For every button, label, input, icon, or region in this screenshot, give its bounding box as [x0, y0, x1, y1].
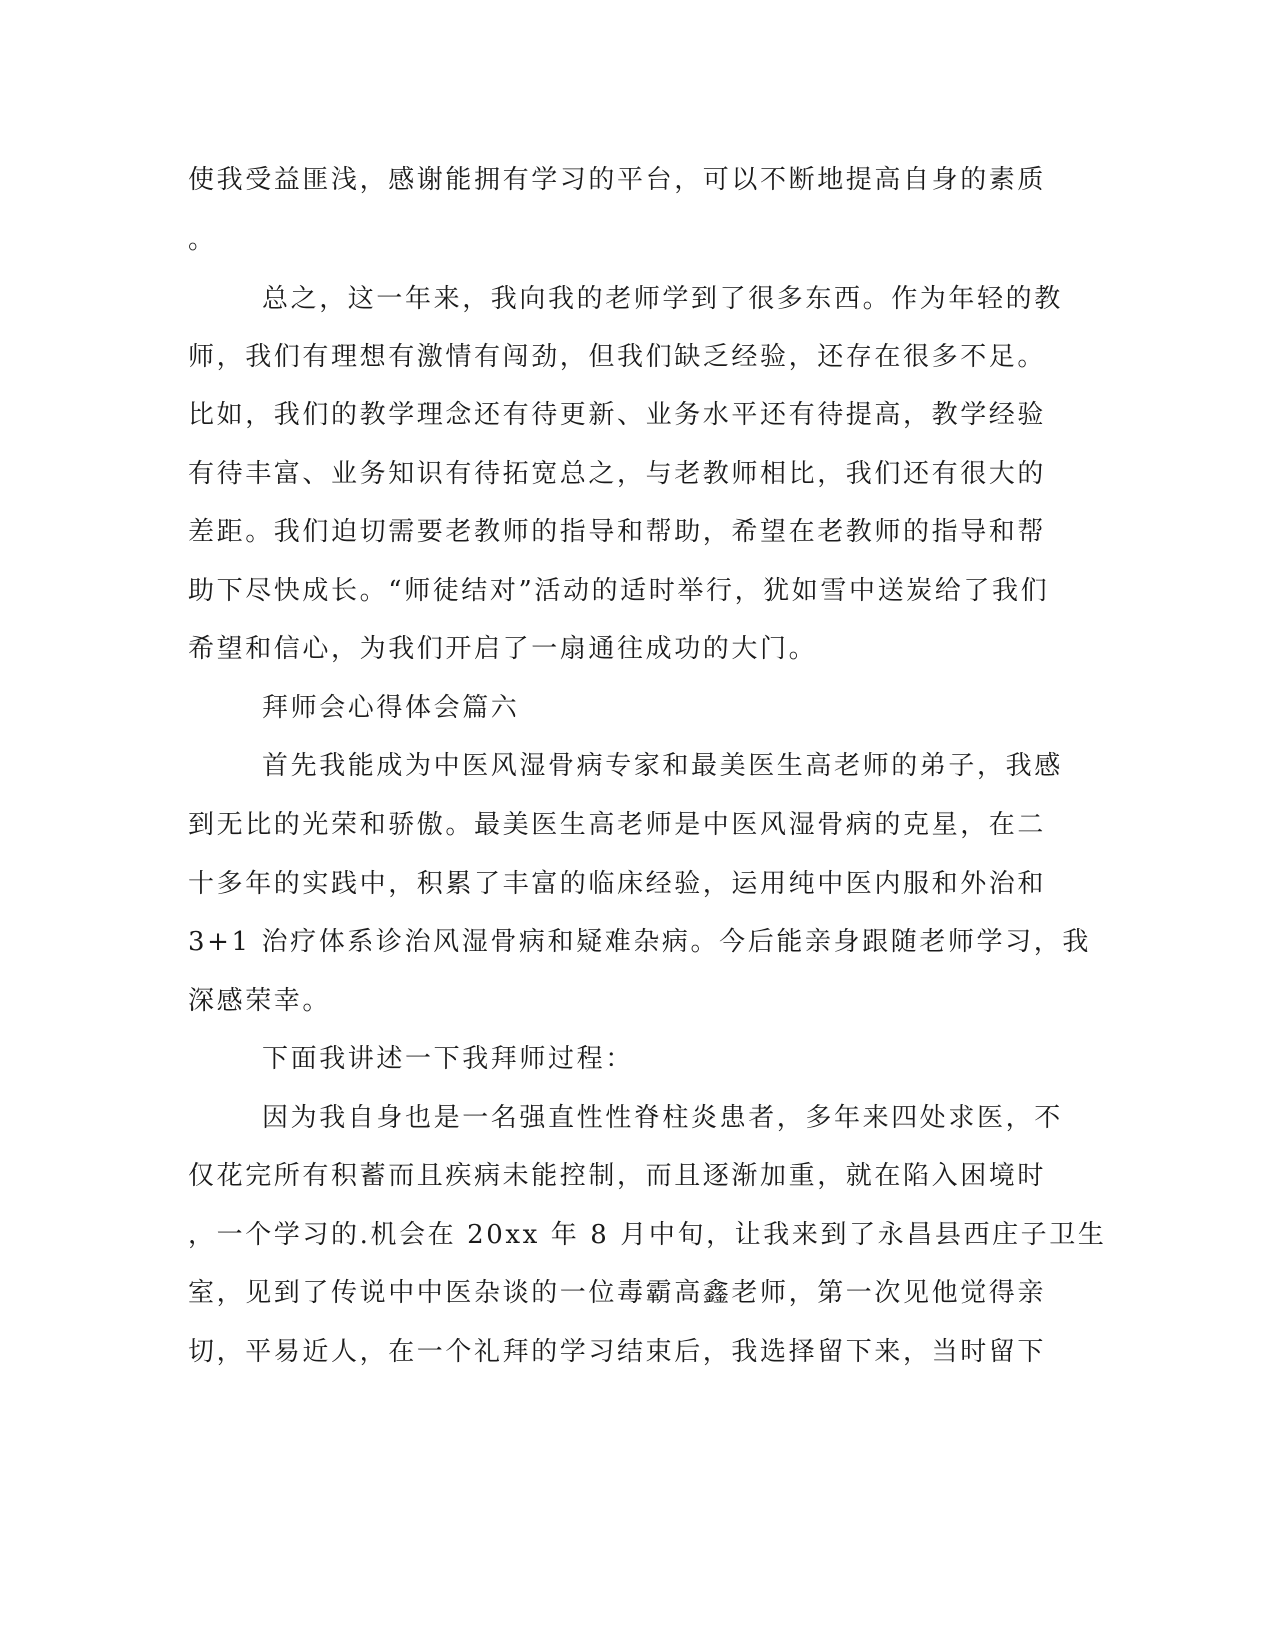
text-line: 室，见到了传说中中医杂谈的一位毒霸高鑫老师，第一次见他觉得亲 — [188, 1278, 1047, 1308]
text-line: 3+1 治疗体系诊治风湿骨病和疑难杂病。今后能亲身跟随老师学习，我 — [188, 927, 1091, 957]
text-line: 助下尽快成长。“师徒结对”活动的适时举行，犹如雪中送炭给了我们 — [188, 576, 1050, 606]
text-line: 师，我们有理想有激情有闯劲，但我们缺乏经验，还存在很多不足。 — [188, 342, 1047, 372]
text-line: 仅花完所有积蓄而且疾病未能控制，而且逐渐加重，就在陷入困境时 — [188, 1161, 1047, 1191]
paragraph-first-line: 下面我讲述一下我拜师过程： — [262, 1044, 634, 1074]
paragraph-first-line: 总之，这一年来，我向我的老师学到了很多东西。作为年轻的教 — [262, 284, 1063, 314]
text-line: 。 — [188, 225, 217, 255]
text-line: ，一个学习的.机会在 20xx 年 8 月中旬，让我来到了永昌县西庄子卫生 — [188, 1220, 1107, 1250]
section-heading: 拜师会心得体会篇六 — [262, 693, 520, 723]
text-line: 切，平易近人，在一个礼拜的学习结束后，我选择留下来，当时留下 — [188, 1337, 1047, 1367]
text-line: 十多年的实践中，积累了丰富的临床经验，运用纯中医内服和外治和 — [188, 869, 1047, 899]
text-line: 比如，我们的教学理念还有待更新、业务水平还有待提高，教学经验 — [188, 400, 1047, 430]
text-line: 使我受益匪浅，感谢能拥有学习的平台，可以不断地提高自身的素质 — [188, 165, 1047, 195]
paragraph-first-line: 因为我自身也是一名强直性性脊柱炎患者，多年来四处求医，不 — [262, 1103, 1063, 1133]
text-line: 深感荣幸。 — [188, 986, 332, 1016]
text-line: 有待丰富、业务知识有待拓宽总之，与老教师相比，我们还有很大的 — [188, 459, 1047, 489]
text-line: 希望和信心，为我们开启了一扇通往成功的大门。 — [188, 634, 818, 664]
text-line: 到无比的光荣和骄傲。最美医生高老师是中医风湿骨病的克星，在二 — [188, 810, 1047, 840]
paragraph-first-line: 首先我能成为中医风湿骨病专家和最美医生高老师的弟子，我感 — [262, 751, 1063, 781]
text-line: 差距。我们迫切需要老教师的指导和帮助，希望在老教师的指导和帮 — [188, 517, 1047, 547]
